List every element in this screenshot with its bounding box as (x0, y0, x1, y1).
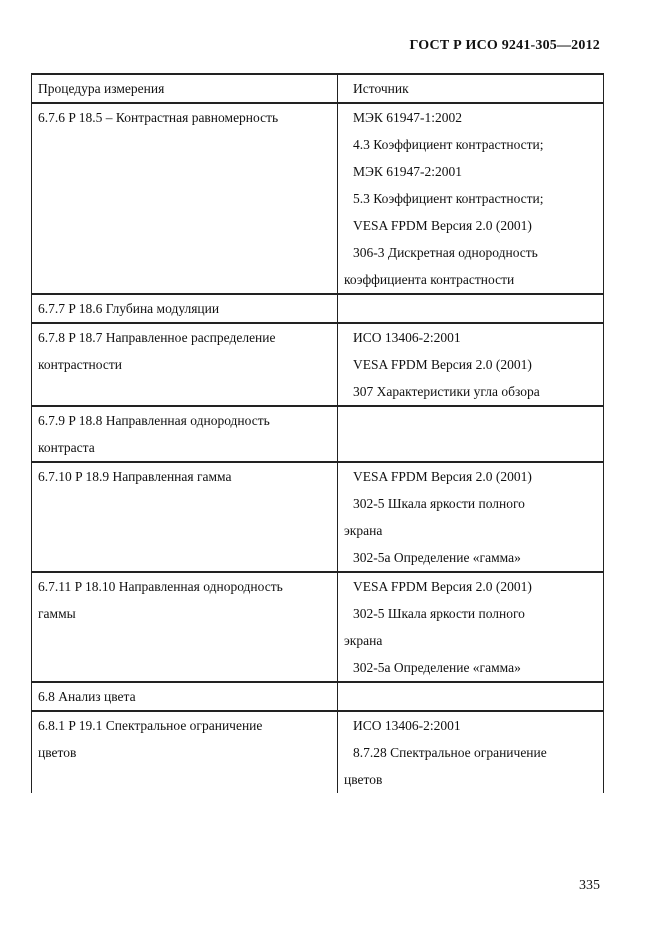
table-row (32, 682, 604, 711)
procedure-line: гаммы (38, 606, 76, 621)
procedure-line: 6.8.1 P 19.1 Спектральное ограничение (38, 718, 263, 733)
source-line: 306-3 Дискретная однородность (353, 245, 538, 260)
procedure-line: цветов (38, 745, 77, 760)
source-line: VESA FPDM Версия 2.0 (2001) (353, 218, 532, 233)
source-cell (338, 406, 604, 462)
source-cell (338, 572, 604, 682)
source-line: экрана (344, 633, 383, 648)
table-row (32, 572, 604, 682)
document-header-title: ГОСТ Р ИСО 9241-305—2012 (409, 38, 600, 53)
procedure-cell (32, 103, 338, 294)
source-line: ИСО 13406-2:2001 (353, 330, 461, 345)
source-cell (338, 711, 604, 793)
table-row (32, 462, 604, 572)
procedure-line: 6.7.6 P 18.5 – Контрастная равномерность (38, 110, 279, 125)
procedure-cell (32, 323, 338, 406)
procedure-cell (32, 682, 338, 711)
source-line: VESA FPDM Версия 2.0 (2001) (353, 469, 532, 484)
source-line: экрана (344, 523, 383, 538)
procedure-line: 6.7.9 P 18.8 Направленная однородность (38, 413, 270, 428)
procedure-cell (32, 711, 338, 793)
source-line: цветов (344, 772, 383, 787)
procedure-line: 6.7.8 P 18.7 Направленное распределение (38, 330, 276, 345)
source-line: 302-5a Определение «гамма» (353, 660, 521, 675)
procedure-line: 6.8 Анализ цвета (38, 689, 136, 704)
table-row (32, 103, 604, 294)
source-line: МЭК 61947-2:2001 (353, 164, 463, 179)
table-row (32, 406, 604, 462)
source-cell (338, 682, 604, 711)
table-header-row (32, 74, 604, 103)
table-row (32, 323, 604, 406)
procedure-line: контраста (38, 440, 95, 455)
procedure-cell (32, 406, 338, 462)
procedure-cell (32, 294, 338, 323)
source-cell (338, 323, 604, 406)
source-cell (338, 294, 604, 323)
source-line: 5.3 Коэффициент контрастности; (353, 191, 544, 206)
source-line: VESA FPDM Версия 2.0 (2001) (353, 357, 532, 372)
source-line: 302-5 Шкала яркости полного (353, 496, 525, 511)
source-line: 307 Характеристики угла обзора (353, 384, 540, 399)
source-line: 8.7.28 Спектральное ограничение (353, 745, 547, 760)
table-row (32, 294, 604, 323)
page-number: 335 (579, 878, 600, 893)
table-row (32, 711, 604, 793)
standards-table (31, 73, 604, 793)
source-line: 302-5a Определение «гамма» (353, 550, 521, 565)
source-line: коэффициента контрастности (344, 272, 515, 287)
source-line: 4.3 Коэффициент контрастности; (353, 137, 544, 152)
header-cell-procedure (32, 74, 338, 103)
source-cell (338, 103, 604, 294)
procedure-cell (32, 572, 338, 682)
source-line: 302-5 Шкала яркости полного (353, 606, 525, 621)
header-cell-source (338, 74, 604, 103)
procedure-line: 6.7.10 P 18.9 Направленная гамма (38, 469, 232, 484)
source-cell (338, 462, 604, 572)
source-line: VESA FPDM Версия 2.0 (2001) (353, 579, 532, 594)
procedure-line: 6.7.11 P 18.10 Направленная однородность (38, 579, 283, 594)
source-line: МЭК 61947-1:2002 (353, 110, 463, 125)
procedure-line: контрастности (38, 357, 122, 372)
column-header: Процедура измерения (38, 81, 165, 96)
procedure-cell (32, 462, 338, 572)
column-header: Источник (353, 81, 409, 96)
procedure-line: 6.7.7 P 18.6 Глубина модуляции (38, 301, 220, 316)
source-line: ИСО 13406-2:2001 (353, 718, 461, 733)
